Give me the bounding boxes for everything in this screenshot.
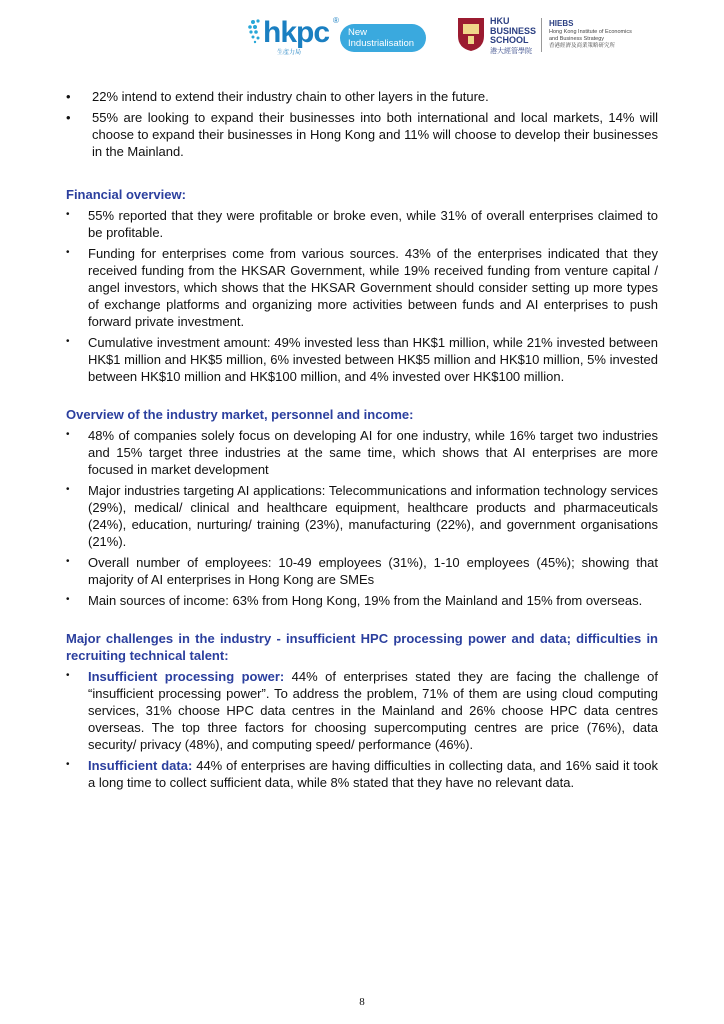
hiebs-title: HIEBS bbox=[549, 19, 574, 28]
list-item-text: 44% of enterprises are having difficulties in collecting data, and 16% said it took a long time to collect sufficient data, while 8% stated that they have no relevant data. bbox=[88, 758, 658, 790]
hkpc-logo bbox=[247, 14, 427, 58]
list-item-text: Major industries targeting AI applications: Telecommunications and information technology services (29%), medical/ clinical and healthcare equipment, healthcare products and pharmaceuticals (24%), education, nurturing/ training (23%), manufacturing (22%), and government organisations (21%). bbox=[88, 483, 658, 549]
badge-line-2: Industrialisation bbox=[348, 38, 415, 49]
new-industrialisation-badge bbox=[340, 24, 426, 52]
list-item bbox=[66, 592, 658, 609]
challenges-section bbox=[66, 630, 658, 791]
registered-mark: ® bbox=[333, 16, 339, 25]
hku-business-school bbox=[490, 17, 536, 46]
list-item bbox=[66, 482, 658, 550]
list-item bbox=[66, 427, 658, 478]
list-item-label: Insufficient data: bbox=[88, 758, 193, 773]
section-heading: Overview of the industry market, personnel and income: bbox=[66, 407, 414, 422]
section-heading: Major challenges in the industry - insufficient HPC processing power and data; difficulties in recruiting technical talent: bbox=[66, 631, 658, 663]
section-heading: Financial overview: bbox=[66, 187, 186, 202]
hku-logo bbox=[456, 16, 686, 60]
list-item bbox=[66, 334, 658, 385]
list-item bbox=[66, 207, 658, 241]
intro-bullet-list bbox=[66, 88, 658, 160]
list-item bbox=[66, 554, 658, 588]
hiebs-subtitle bbox=[549, 29, 659, 50]
bullet-icon: • bbox=[66, 336, 70, 347]
list-item bbox=[66, 757, 658, 791]
bullet-icon: • bbox=[66, 670, 70, 681]
list-item bbox=[66, 668, 658, 753]
bullet-icon: • bbox=[66, 759, 70, 770]
hku-line-2: BUSINESS bbox=[490, 25, 537, 36]
bullet-icon: • bbox=[66, 429, 70, 440]
list-item-text: 48% of companies solely focus on developing AI for one industry, while 16% target two industries and 15% target three industries at the same time, which shows that AI enterprises are more focused in market development bbox=[88, 428, 658, 477]
hku-chinese: 港大經管學院 bbox=[490, 48, 532, 55]
financial-overview-section bbox=[66, 186, 658, 385]
list-item bbox=[66, 245, 658, 330]
badge-line-1: New bbox=[348, 27, 368, 38]
hku-line-1: HKU bbox=[490, 16, 510, 26]
hkpc-chinese: 生產力局 bbox=[277, 50, 302, 56]
list-item-text: 55% reported that they were profitable or broke even, while 31% of overall enterprises claimed to be profitable. bbox=[88, 208, 658, 240]
list-item-text: 22% intend to extend their industry chain to other layers in the future. bbox=[92, 89, 489, 104]
bullet-icon: • bbox=[66, 110, 71, 125]
logo-divider bbox=[541, 18, 542, 52]
list-item bbox=[66, 88, 658, 105]
hiebs-sub-2: and Business Strategy bbox=[549, 36, 605, 42]
hku-crest-icon bbox=[456, 16, 486, 52]
hiebs-chinese: 香港經濟及商業策略研究所 bbox=[549, 43, 616, 49]
bullet-icon: • bbox=[66, 556, 70, 567]
bullet-list bbox=[66, 427, 658, 609]
list-item-text: 55% are looking to expand their businesses into both international and local markets, 14% will choose to expand their businesses in Hong Kong and 11% will choose to develop their businesses in the Mainland. bbox=[92, 110, 658, 159]
list-item-text: Cumulative investment amount: 49% invested less than HK$1 million, while 21% invested between HK$1 million and HK$5 million, 6% invested between HK$5 million and HK$10 million, 5% invested between HK$10 million and HK$100 million, and 4% invested over HK$100 million. bbox=[88, 335, 658, 384]
bullet-icon: • bbox=[66, 484, 70, 495]
hku-line-3: SCHOOL bbox=[490, 35, 529, 45]
document-body bbox=[66, 88, 658, 795]
bullet-icon: • bbox=[66, 247, 70, 258]
list-item-text: 44% of enterprises stated they are facing the challenge of “insufficient processing power”. To address the problem, 71% of them are using cloud computing services, 31% choose HPC data centres in the Mainland and 26% choose HPC data centres overseas. The top three factors for choosing supercomputing centres are price (76%), data security/ privacy (48%), and computing speed/ performance (46%). bbox=[88, 669, 658, 752]
bullet-icon: • bbox=[66, 89, 71, 104]
list-item-text: Overall number of employees: 10-49 employees (31%), 1-10 employees (45%); showing that majority of AI enterprises in Hong Kong are SMEs bbox=[88, 555, 658, 587]
list-item-label: Insufficient processing power: bbox=[88, 669, 285, 684]
bullet-list bbox=[66, 668, 658, 791]
industry-market-section bbox=[66, 406, 658, 609]
page-number: 8 bbox=[359, 996, 365, 1008]
bullet-icon: • bbox=[66, 209, 70, 220]
hkpc-wordmark: hkpc bbox=[263, 16, 330, 49]
bullet-icon: • bbox=[66, 594, 70, 605]
page-header bbox=[0, 14, 724, 58]
list-item-text: Main sources of income: 63% from Hong Kong, 19% from the Mainland and 15% from overseas. bbox=[88, 593, 643, 608]
bullet-list bbox=[66, 207, 658, 385]
hiebs-sub-1: Hong Kong Institute of Economics bbox=[549, 29, 632, 35]
list-item bbox=[66, 109, 658, 160]
list-item-text: Funding for enterprises come from various sources. 43% of the enterprises indicated that they received funding from the HKSAR Government, while 19% received funding from venture capital / angel investors, which shows that the HKSAR Government should consider setting up more types of exchange platforms and organizing more activities between funds and AI enterprises to push forward private investment. bbox=[88, 246, 658, 329]
